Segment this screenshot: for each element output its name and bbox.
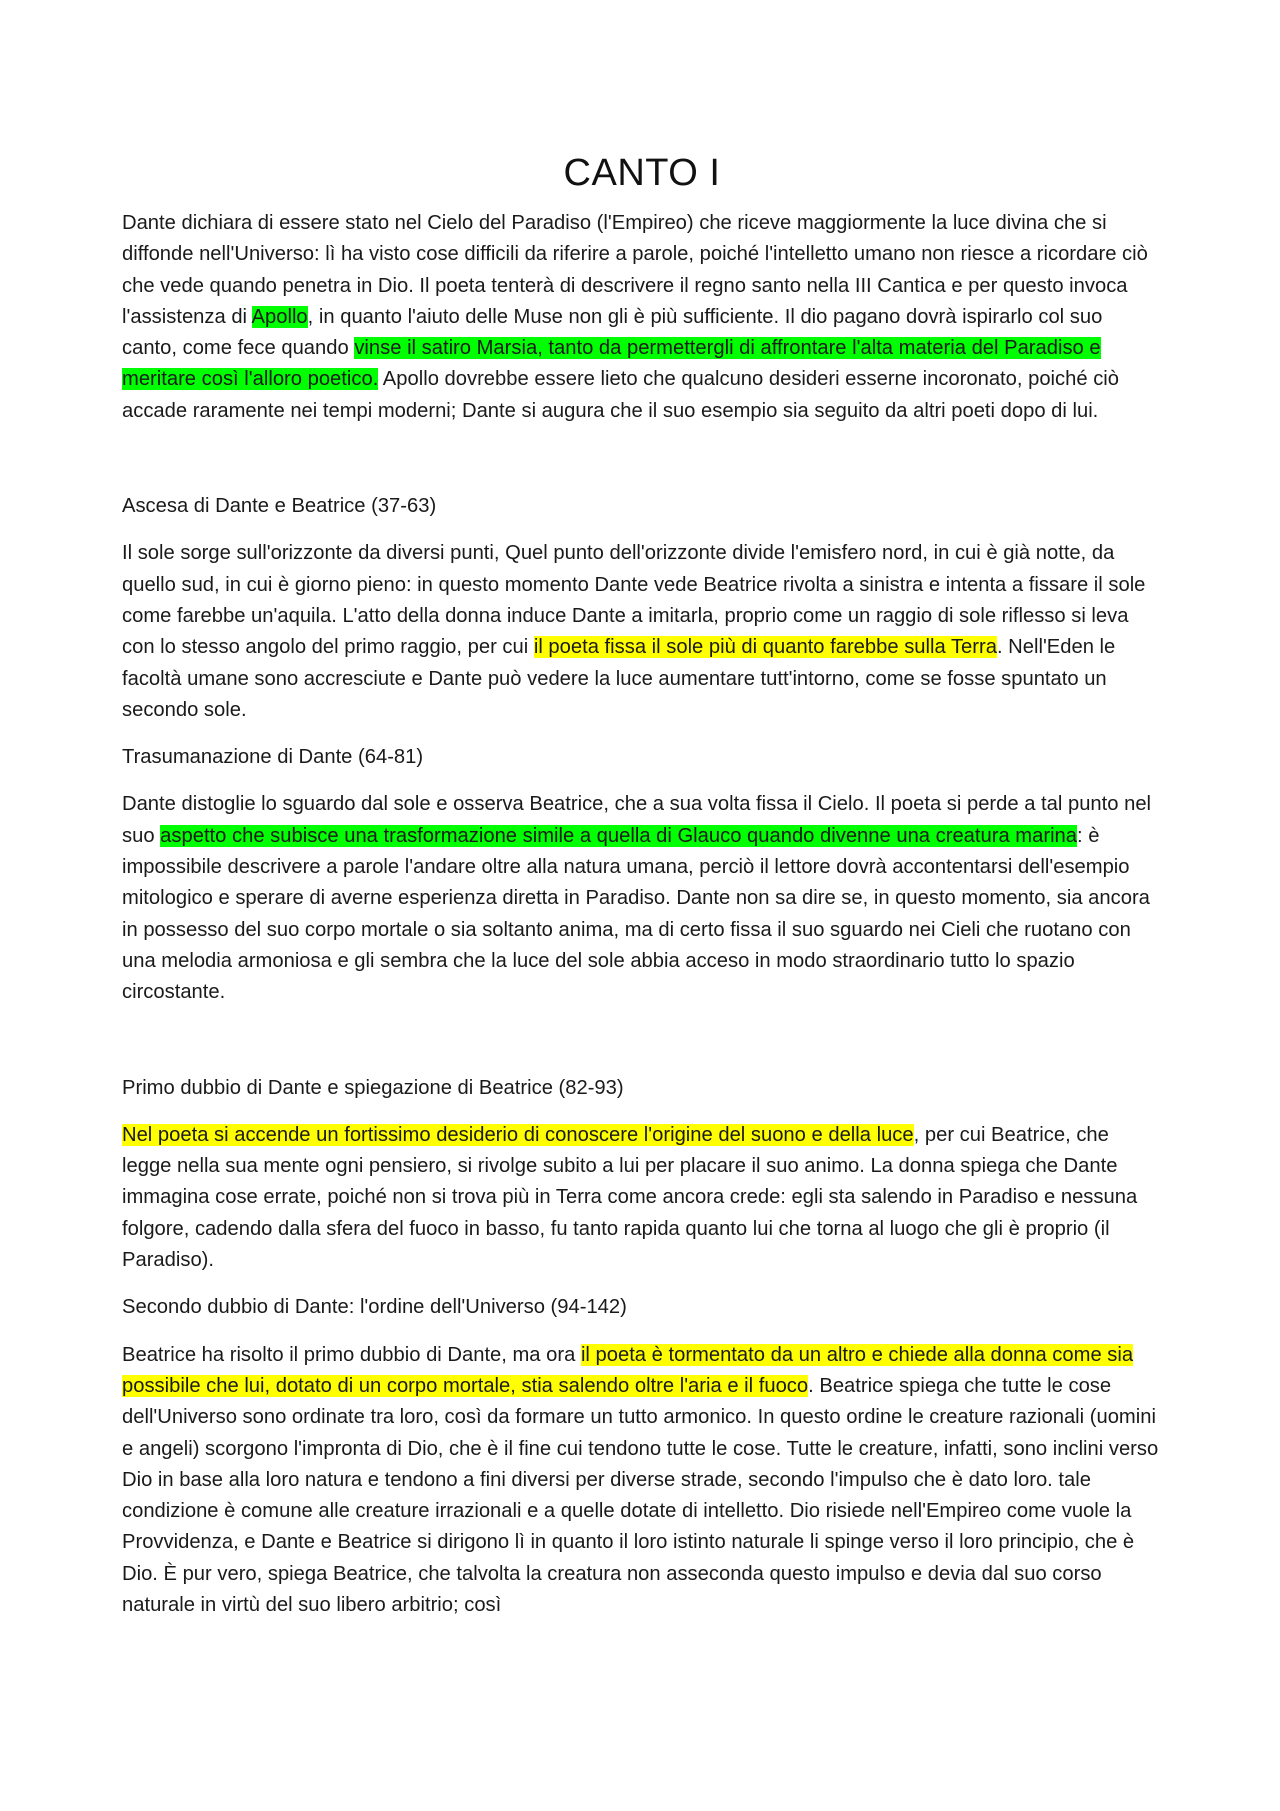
paragraph-intro	[122, 208, 1162, 427]
paragraph-secondo-dubbio	[122, 1340, 1162, 1622]
text-run: . Beatrice spiega che tutte le cose dell'Universo sono ordinate tra loro, così da formare un tutto armonico. In questo ordine le creature razionali (uomini e angeli) scorgono l'impronta di Dio, che è il fine cui tendono tutte le cose. Tutte le creature, infatti, sono inclini verso Dio in base alla loro natura e tendono a fini diversi per diverse strade, secondo l'impulso che è dato loro. tale condizione è comune alle creature irrazionali e a quelle dotate di intelletto. Dio risiede nell'Empireo come vuole la Provvidenza, e Dante e Beatrice si dirigono lì in quanto il loro istinto naturale li spinge verso il loro principio, che è Dio. È pur vero, spiega Beatrice, che talvolta la creatura non asseconda questo impulso e devia dal suo corso naturale in virtù del suo libero arbitrio; così	[122, 1374, 1159, 1616]
text-run: , per cui Beatrice, che legge nella sua mente ogni pensiero, si rivolge subito a lui per placare il suo animo. La donna spiega che Dante immagina cose errate, poiché non si trova più in Terra come ancora crede: egli sta salendo in Paradiso e nessuna folgore, cadendo dalla sfera del fuoco in basso, fu tanto rapida quanto lui che torna al luogo che gli è proprio (il Paradiso).	[122, 1123, 1138, 1272]
text-run: Beatrice ha risolto il primo dubbio di Dante, ma ora	[122, 1343, 581, 1366]
text-run: Il sole sorge sull'orizzonte da diversi punti, Quel punto dell'orizzonte divide l'emisfero nord, in cui è già notte, da quello sud, in cui è giorno pieno: in questo momento Dante vede Beatrice rivolta a sinistra e intenta a fissare il sole come farebbe un'aquila. L'atto della donna induce Dante a imitarla, proprio come un raggio di sole riflesso si leva con lo stesso angolo del primo raggio, per cui	[122, 542, 1146, 659]
section-heading-secondo-dubbio: Secondo dubbio di Dante: l'ordine dell'Universo (94-142)	[122, 1296, 627, 1319]
green-highlight: Apollo	[251, 305, 308, 328]
text-run: Dante distoglie lo sguardo dal sole e osserva Beatrice, che a sua volta fissa il Cielo. Il poeta si perde a tal punto nel suo	[122, 793, 1152, 847]
section-heading-ascesa: Ascesa di Dante e Beatrice (37-63)	[122, 495, 437, 518]
yellow-highlight: Nel poeta si accende un fortissimo desiderio di conoscere l'origine del suono e della luce	[122, 1123, 914, 1146]
section-spacer	[122, 1025, 1162, 1073]
section-spacer	[122, 443, 1162, 491]
text-run: : è impossibile descrivere a parole l'andare oltre alla natura umana, perciò il lettore dovrà accontentarsi dell'esempio mitologico e sperare di averne esperienza diretta in Paradiso. Dante non sa dire se, in questo momento, sia ancora in possesso del suo corpo mortale o sia soltanto anima, ma di certo fissa il suo sguardo nei Cieli che ruotano con una melodia armoniosa e gli sembra che la luce del sole abbia acceso in modo straordinario tutto lo spazio circostante.	[122, 824, 1150, 1004]
section-heading-primo-dubbio: Primo dubbio di Dante e spiegazione di Beatrice (82-93)	[122, 1076, 624, 1099]
page-title: CANTO I	[563, 152, 721, 194]
document-page	[122, 150, 1162, 1637]
paragraph-primo-dubbio	[122, 1120, 1162, 1276]
yellow-highlight: il poeta fissa il sole più di quanto farebbe sulla Terra	[533, 636, 997, 659]
text-run: Dante dichiara di essere stato nel Cielo del Paradiso (l'Empireo) che riceve maggiormente la luce divina che si diffonde nell'Universo: lì ha visto cose difficili da riferire a parole, poiché l'intelletto umano non riesce a ricordare ciò che vede quando penetra in Dio. Il poeta tenterà di descrivere il regno santo nella III Cantica e per questo invoca l'assistenza di	[122, 212, 1148, 328]
text-run: . Nell'Eden le facoltà umane sono accresciute e Dante può vedere la luce aumentare tutt'intorno, come se fosse spuntato un secondo sole.	[122, 636, 1116, 721]
green-highlight: vinse il satiro Marsia, tanto da permettergli di affrontare l'alta materia del Paradiso e meritare così l'alloro poetico.	[122, 337, 1101, 391]
text-run: Apollo dovrebbe essere lieto che qualcuno desideri esserne incoronato, poiché ciò accade raramente nei tempi moderni; Dante si augura che il suo esempio sia seguito da altri poeti dopo di lui.	[122, 368, 1119, 422]
paragraph-ascesa	[122, 538, 1162, 726]
yellow-highlight: il poeta è tormentato da un altro e chiede alla donna come sia possibile che lui, dotato di un corpo mortale, stia salendo oltre l'aria e il fuoco	[122, 1343, 1134, 1397]
section-heading-trasumanazione: Trasumanazione di Dante (64-81)	[122, 746, 424, 769]
text-run: , in quanto l'aiuto delle Muse non gli è più sufficiente. Il dio pagano dovrà ispirarlo col suo canto, come fece quando	[122, 305, 1103, 360]
paragraph-trasumanazione	[122, 789, 1162, 1008]
green-highlight: aspetto che subisce una trasformazione simile a quella di Glauco quando divenne una creatura marina	[160, 824, 1078, 847]
